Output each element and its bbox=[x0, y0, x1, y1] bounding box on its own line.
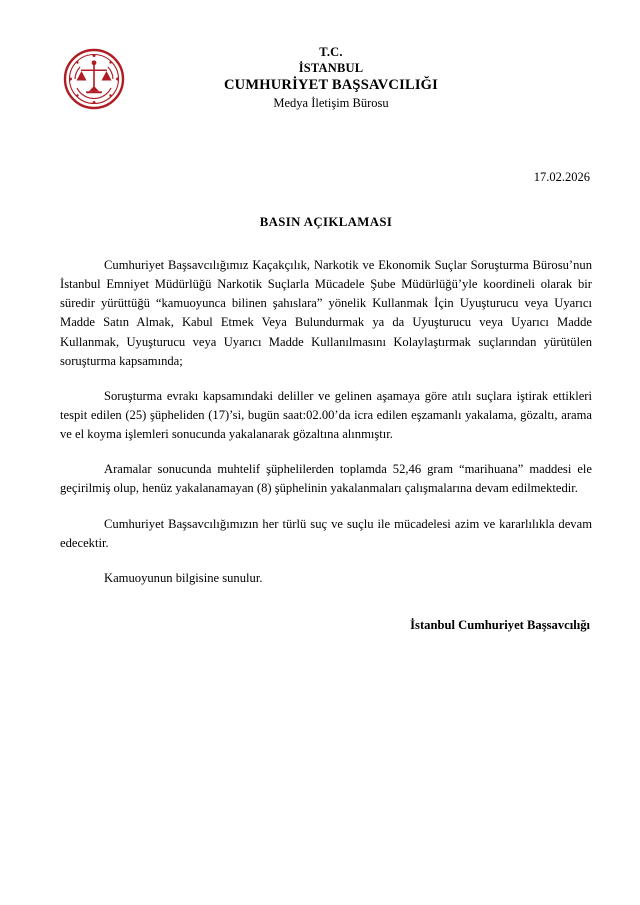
header-line-bureau: Medya İletişim Bürosu bbox=[273, 95, 389, 110]
document-body bbox=[60, 256, 592, 588]
paragraph: Soruşturma evrakı kapsamındaki deliller ve gelinen aşamaya göre atılı suçlara iştirak ettikleri tespit edilen (25) şüpheliden (17)’si, bugün saat:02.00’da icra edilen eşzamanlı yakalama, gözaltı, arama ve el koyma işlemleri sonucunda yakalanarak gözaltına alınmıştır. bbox=[60, 388, 592, 442]
document-header bbox=[60, 40, 592, 114]
document-title: BASIN AÇIKLAMASI bbox=[259, 215, 393, 229]
header-line-country: T.C. bbox=[319, 45, 343, 59]
paragraph: Cumhuriyet Başsavcılığımız Kaçakçılık, Narkotik ve Ekonomik Suçlar Soruşturma Bürosu’nun İstanbul Emniyet Müdürlüğü Narkotik Suçlarla Mücadele Şube Müdürlüğü’yle koordineli olarak bir süredir yürüttüğü “kamuoyunca bilinen şahıslara” yönelik Kullanmak İçin Uyuşturucu veya Uyarıcı Madde Satın Almak, Kabul Etmek Veya Bulundurmak ya da Uyuşturucu veya Uyarıcı Madde Kullanmak, Uyuşturucu veya Uyarıcı Madde Kullanılmasını Kolaylaştırmak suçlarından yürütülen soruşturma kapsamında; bbox=[60, 258, 592, 368]
header-line-office: CUMHURİYET BAŞSAVCILIĞI bbox=[224, 77, 438, 93]
paragraph: Aramalar sonucunda muhtelif şüphelilerden toplamda 52,46 gram “marihuana” maddesi ele geçirilmiş olup, henüz yakalanamayan (8) şüphelinin yakalanmaları çalışmalarına devam edilmektedir. bbox=[60, 462, 592, 496]
turkish-justice-ministry-emblem-icon bbox=[63, 48, 125, 110]
paragraph: Cumhuriyet Başsavcılığımızın her türlü suç ve suçlu ile mücadelesi azim ve kararlılıkla devam edecektir. bbox=[60, 516, 592, 550]
document-signature: İstanbul Cumhuriyet Başsavcılığı bbox=[410, 617, 590, 632]
header-title-block bbox=[60, 40, 592, 111]
document-date: 17.02.2026 bbox=[533, 170, 590, 184]
paragraph: Kamuoyunun bilgisine sunulur. bbox=[104, 570, 263, 585]
header-line-city: İSTANBUL bbox=[298, 61, 364, 75]
